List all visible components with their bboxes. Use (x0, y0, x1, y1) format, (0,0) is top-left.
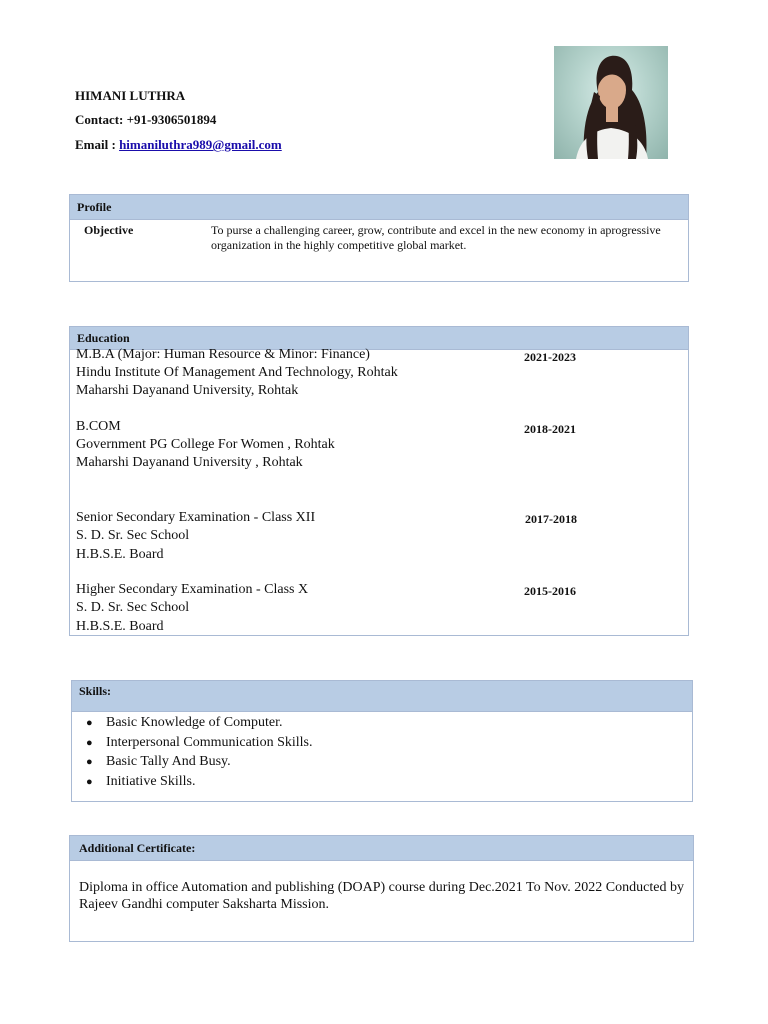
skill-text: Basic Tally And Busy. (106, 754, 231, 769)
certificate-text: Diploma in office Automation and publishing (DOAP) course during Dec.2021 To Nov. 2022 Conducted by Rajeev Gandhi computer Saksharta Mission. (79, 880, 684, 912)
skill-item (86, 713, 312, 733)
edu-bcom-degree: B.COM (76, 419, 121, 434)
edu-bcom-year: 2018-2021 (524, 422, 576, 436)
objective-label: Objective (84, 223, 134, 237)
edu-bcom-institute: Government PG College For Women , Rohtak (76, 437, 335, 452)
edu-x-year: 2015-2016 (524, 584, 576, 598)
edu-xii-exam: Senior Secondary Examination - Class XII (76, 510, 316, 525)
objective-text: To purse a challenging career, grow, contribute and excel in the new economy in aprogressive organization in the highly competitive global market. (211, 223, 661, 252)
skills-list (86, 713, 312, 791)
edu-x-board: H.B.S.E. Board (76, 619, 164, 634)
edu-xii-year: 2017-2018 (525, 512, 577, 526)
email-label: Email : (75, 137, 116, 152)
skills-section (71, 680, 693, 802)
email-link[interactable]: himaniluthra989@gmail.com (119, 137, 282, 152)
education-heading: Education (70, 327, 688, 350)
bullet-icon: ● (86, 736, 93, 749)
bullet-icon: ● (86, 717, 93, 729)
edu-xii-board: H.B.S.E. Board (76, 547, 164, 562)
candidate-name: HIMANI LUTHRA (75, 88, 186, 103)
contact-line (75, 112, 216, 128)
skills-heading: Skills: (72, 681, 692, 712)
edu-x-school: S. D. Sr. Sec School (76, 600, 190, 615)
education-section (69, 326, 689, 636)
bullet-icon: ● (86, 756, 93, 768)
certificate-section (69, 835, 694, 942)
skill-item (86, 752, 312, 772)
edu-mba-institute: Hindu Institute Of Management And Technology, Rohtak (76, 365, 398, 380)
skill-item (86, 772, 312, 792)
skill-text: Basic Knowledge of Computer. (106, 715, 283, 730)
edu-mba-degree: M.B.A (Major: Human Resource & Minor: Finance) (76, 347, 370, 362)
skill-text: Initiative Skills. (106, 773, 196, 789)
contact-label: Contact: (75, 112, 124, 127)
profile-photo (554, 46, 668, 159)
certificate-heading: Additional Certificate: (70, 836, 693, 861)
edu-xii-school: S. D. Sr. Sec School (76, 528, 190, 543)
skill-text: Interpersonal Communication Skills. (106, 734, 313, 750)
edu-x-exam: Higher Secondary Examination - Class X (76, 582, 309, 597)
edu-bcom-university: Maharshi Dayanand University , Rohtak (76, 455, 303, 470)
bullet-icon: ● (86, 775, 93, 788)
person-portrait-icon (554, 46, 668, 159)
profile-section (69, 194, 689, 282)
profile-heading: Profile (70, 195, 688, 220)
contact-phone: +91-9306501894 (126, 112, 217, 127)
edu-mba-year: 2021-2023 (524, 350, 576, 364)
email-line (75, 137, 282, 153)
skill-item (86, 733, 312, 753)
edu-mba-university: Maharshi Dayanand University, Rohtak (76, 383, 299, 398)
